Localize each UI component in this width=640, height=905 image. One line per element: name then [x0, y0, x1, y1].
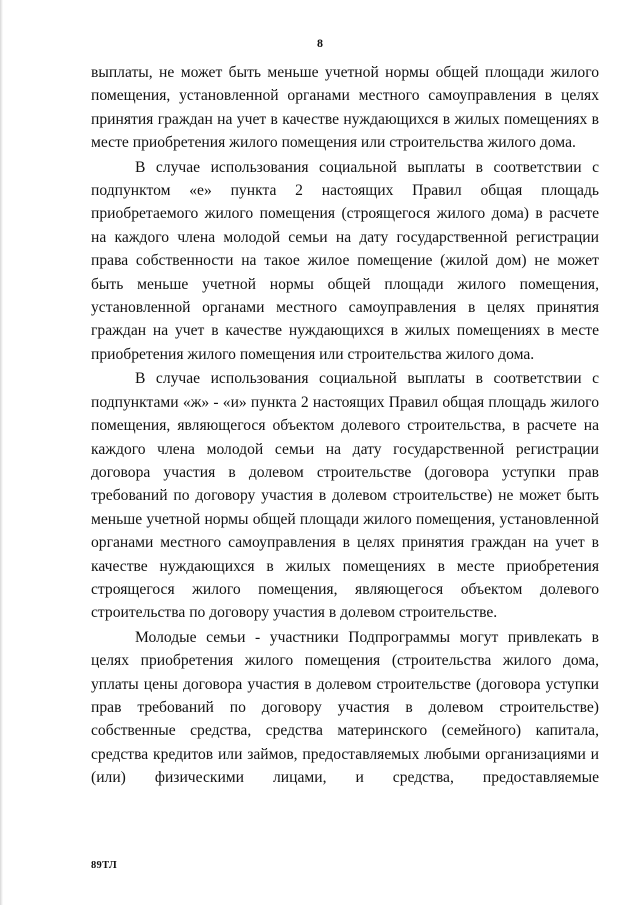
scan-edge-shadow — [0, 0, 3, 905]
paragraph-subitem-e: В случае использования социальной выплаты в соответствии с подпунктом «е» пункта 2 настоящих Правил общая площадь приобретаемого жилого помещения (строящегося жилого дома) в расчете на каждого члена молодой семьи на дату государственной регистрации права собственности на такое жилое помещение (жилой дом) не может быть меньше учетной нормы общей площади жилого помещения, установленной органами местного самоуправления в целях принятия граждан на учет в качестве нуждающихся в жилых помещениях в месте приобретения жилого помещения или строительства жилого дома. — [91, 158, 599, 363]
paragraph-subitems-zh-i: В случае использования социальной выплаты в соответствии с подпунктами «ж» - «и» пункта 2 настоящих Правил общая площадь жилого помещения, являющегося объектом долевого строительства, в расчете на каждого члена молодой семьи на дату государственной регистрации договора участия в долевом строительстве (договора уступки прав требований по договору участия в долевом строительстве) не может быть меньше учетной нормы общей площади жилого помещения, установленной органами местного самоуправления в целях принятия граждан на учет в качестве нуждающихся в жилых помещениях в месте приобретения строящегося жилого помещения, являющегося объектом долевого строительства по договору участия в долевом строительстве. — [91, 370, 599, 622]
paragraph-own-funds: Молодые семьи - участники Подпрограммы могут привлекать в целях приобретения жилого помещения (строительства жилого дома, уплаты цены договора участия в долевом строительстве (договора уступки прав требований по договору участия в долевом строительстве) собственные средства, средства материнского (семейного) капитала, средства кредитов или займов, предоставляемых любыми организациями и (или) физическими лицами, и средства, предоставляемые — [91, 628, 599, 787]
footer-document-code: 89ТЛ — [91, 860, 118, 871]
paragraph-continuation: выплаты, не может быть меньше учетной нормы общей площади жилого помещения, установленной органами местного самоуправления в целях принятия граждан на учет в качестве нуждающихся в жилых помещениях в месте приобретения жилого помещения или строительства жилого дома. — [91, 64, 599, 152]
page-number: 8 — [317, 36, 323, 50]
document-body — [91, 61, 599, 790]
